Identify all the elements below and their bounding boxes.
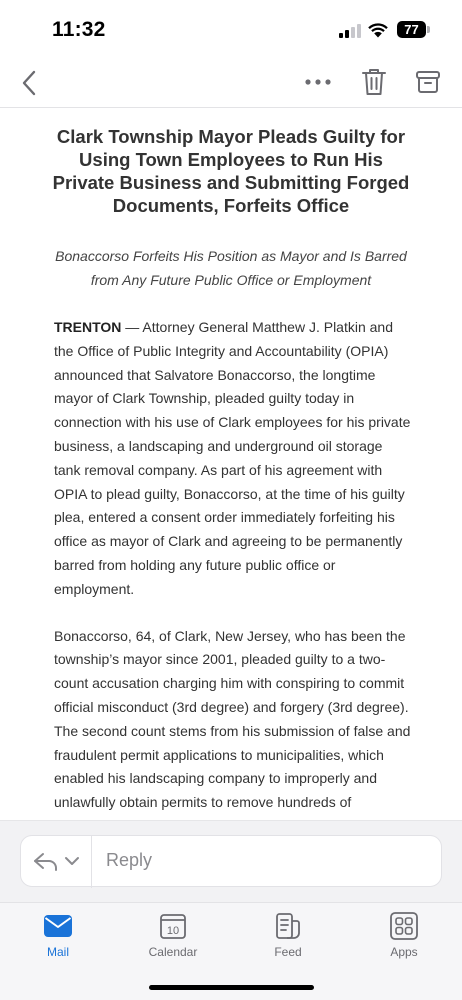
home-indicator[interactable] bbox=[149, 985, 314, 990]
tab-apps[interactable] bbox=[364, 911, 444, 967]
article-text bbox=[54, 316, 412, 839]
tab-label: Mail bbox=[46, 945, 69, 959]
tab-feed[interactable] bbox=[248, 911, 328, 967]
tab-label: Apps bbox=[390, 945, 418, 959]
tab-mail[interactable] bbox=[18, 911, 98, 967]
mail-icon bbox=[43, 911, 73, 941]
battery-level: 77 bbox=[397, 21, 426, 38]
reply-divider bbox=[91, 836, 92, 888]
wifi-icon bbox=[366, 20, 390, 38]
article-subtitle: Bonaccorso Forfeits His Position as Mayor and Is Barred from Any Future Public Office or Employment bbox=[55, 248, 407, 288]
tab-bar bbox=[0, 902, 462, 1000]
reply-bar bbox=[0, 820, 462, 902]
article-title: Clark Township Mayor Pleads Guilty for Using Town Employees to Run His Private Business and Submitting Forged Documents, Forfeits Office bbox=[52, 126, 410, 216]
message-toolbar bbox=[0, 58, 462, 108]
tab-label: Calendar bbox=[148, 945, 198, 959]
status-bar bbox=[0, 0, 462, 58]
reply-button[interactable] bbox=[20, 835, 442, 887]
archive-icon[interactable] bbox=[414, 68, 442, 96]
tab-label: Feed bbox=[274, 945, 302, 959]
apps-icon bbox=[389, 911, 419, 941]
article-dateline: TRENTON bbox=[54, 319, 122, 335]
status-time: 11:32 bbox=[52, 18, 106, 41]
calendar-icon bbox=[158, 911, 188, 941]
battery-icon bbox=[397, 21, 430, 38]
article-paragraph: Bonaccorso, 64, of Clark, New Jersey, who has been the township’s mayor since 2001, pleaded guilty to a two-count accusation charging him with conspiring to commit official misconduct (3rd degree) and forgery (3rd degree). The second count stems from his submission of false and fraudulent permit applications to municipalities, which enabled his landscaping company to improperly and unlawfully obtain permits to remove hundreds of bbox=[54, 627, 411, 811]
message-body[interactable] bbox=[0, 109, 462, 821]
cellular-signal-icon bbox=[339, 24, 361, 38]
reply-options-icon[interactable] bbox=[31, 848, 91, 876]
calendar-day: 10 bbox=[166, 925, 180, 937]
ellipsis-icon[interactable] bbox=[300, 72, 336, 92]
tab-calendar[interactable] bbox=[133, 911, 213, 967]
article-paragraph bbox=[54, 316, 412, 602]
reply-label: Reply bbox=[106, 850, 153, 870]
article-paragraph-text: — Attorney General Matthew J. Platkin and the Office of Public Integrity and Accountability (OPIA) announced that Salvatore Bonaccorso, the longtime mayor of Clark Township, pleaded guilty today in connection with his use of Clark employees for his private business, a landscaping and underground oil storage tank removal company. As part of his agreement with OPIA to plead guilty, Bonaccorso, at the time of his guilty plea, entered a consent order immediately forfeiting his office as mayor of Clark and agreeing to be permanently barred from holding any future public office or employment. bbox=[54, 319, 411, 597]
chevron-left-icon[interactable] bbox=[18, 66, 42, 100]
feed-icon bbox=[273, 911, 303, 941]
trash-icon[interactable] bbox=[359, 66, 389, 98]
